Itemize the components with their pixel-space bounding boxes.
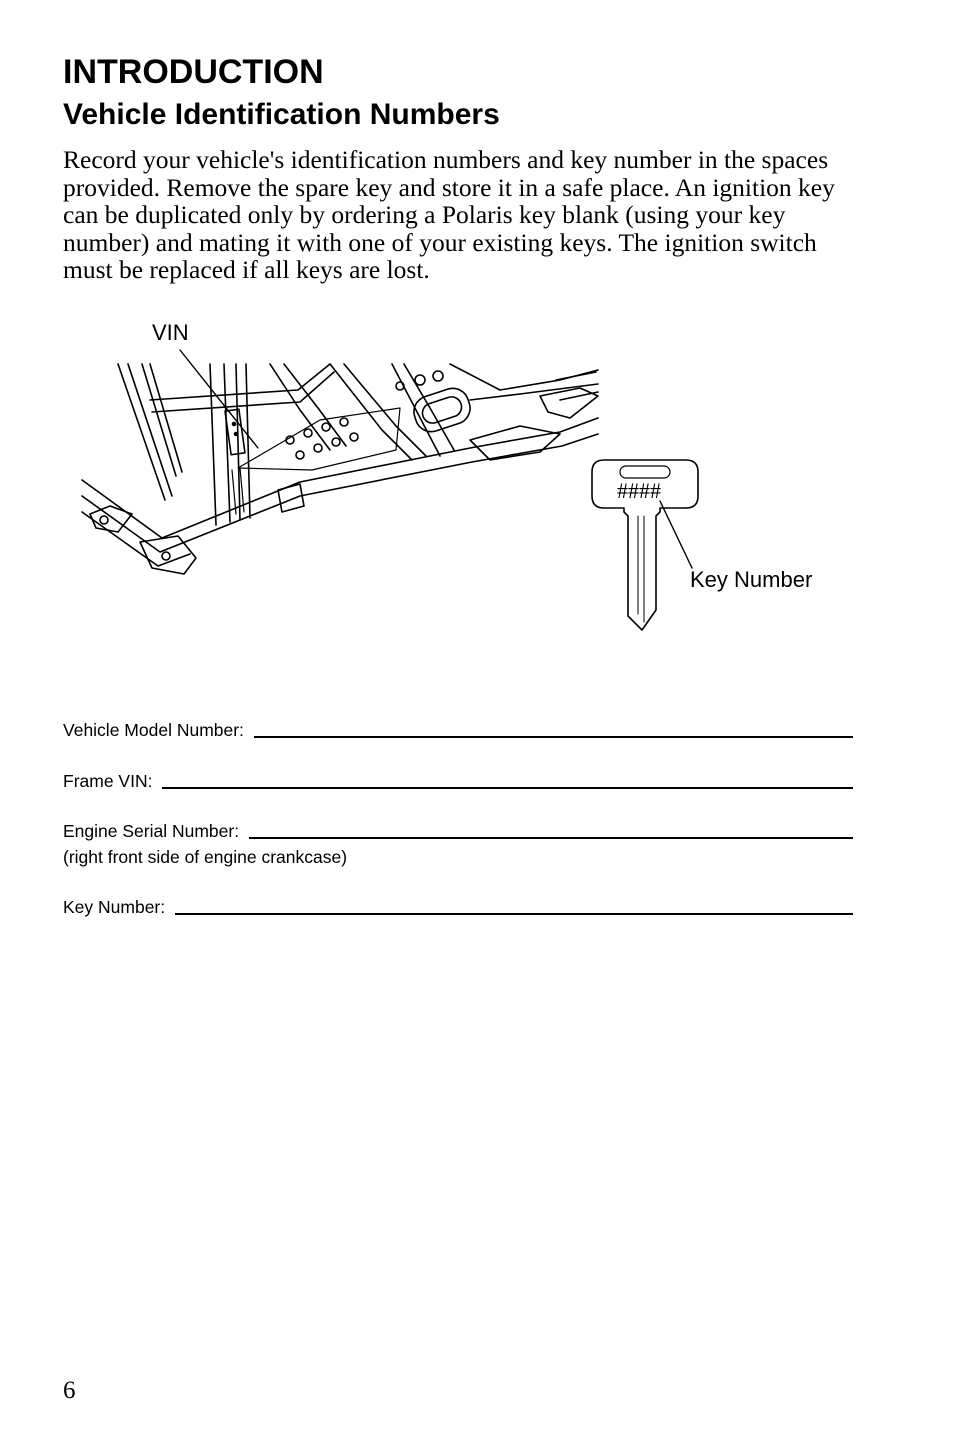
engine-serial-label: Engine Serial Number: bbox=[63, 821, 240, 841]
frame-and-key-illustration bbox=[0, 300, 954, 660]
frame-vin-label: Frame VIN: bbox=[63, 771, 153, 791]
frame-vin-row bbox=[63, 771, 853, 792]
key-code-text: #### bbox=[617, 478, 661, 503]
model-number-row bbox=[63, 720, 853, 741]
engine-serial-blank bbox=[249, 836, 853, 839]
model-number-blank bbox=[254, 735, 853, 738]
vin-key-figure bbox=[0, 300, 954, 660]
vin-label: VIN bbox=[152, 320, 189, 345]
key-number-blank bbox=[175, 912, 853, 915]
model-number-label: Vehicle Model Number: bbox=[63, 720, 244, 740]
frame-vin-blank bbox=[162, 786, 853, 789]
page-heading: INTRODUCTION bbox=[63, 53, 324, 91]
page-number: 6 bbox=[63, 1377, 76, 1404]
key-number-field-label: Key Number: bbox=[63, 897, 166, 917]
engine-serial-row bbox=[63, 821, 853, 842]
section-title: Vehicle Identification Numbers bbox=[63, 98, 500, 131]
engine-serial-note: (right front side of engine crankcase) bbox=[63, 847, 348, 867]
key-number-label: Key Number bbox=[690, 567, 813, 592]
key-number-row bbox=[63, 897, 853, 918]
intro-paragraph: Record your vehicle's identification numbers and key number in the spaces provided. Remove the spare key and store it in a safe place. An ignition key can be duplicated only by ordering a Polaris key blank (using your key number) and mating it with one of your existing keys. The ignition switch must be replaced if all keys are lost. bbox=[63, 145, 835, 284]
